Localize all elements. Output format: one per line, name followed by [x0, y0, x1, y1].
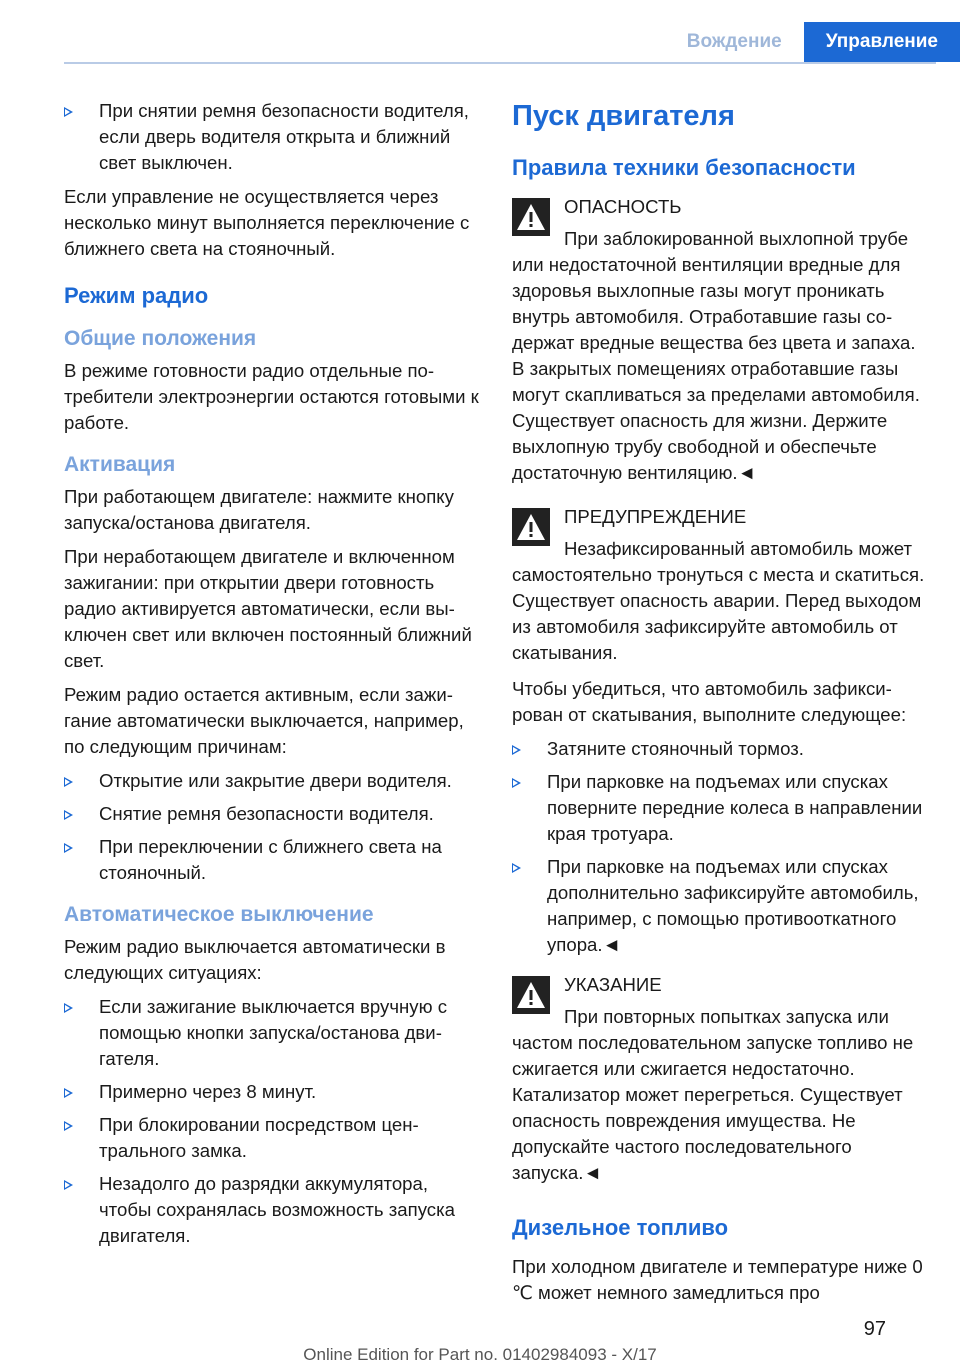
- triangle-bullet-icon: [64, 1003, 73, 1013]
- triangle-bullet-icon: [512, 863, 521, 873]
- triangle-bullet-icon: [512, 745, 521, 755]
- triangle-bullet-icon: [64, 1121, 73, 1131]
- paragraph: Режим радио выключается автоматически в следующих ситуациях:: [64, 936, 446, 983]
- warning-text: Незафиксированный автомобиль может самостоятельно тронуться с места и скатиться. Существует опасность аварии. Перед выходом из автомобиля зафиксируйте автомобиль от скатывания.: [512, 538, 925, 663]
- subheading-general: Общие положения: [64, 327, 257, 350]
- tab-driving[interactable]: Вождение: [665, 22, 804, 62]
- subheading-activation: Активация: [64, 453, 176, 476]
- warning-triangle-icon: [512, 976, 550, 1014]
- footer-edition: Online Edition for Part no. 01402984093 - X/17: [303, 1345, 657, 1364]
- warning-block-caution: [512, 504, 932, 666]
- warning-triangle-icon: [512, 508, 550, 546]
- warning-title: ПРЕДУПРЕЖДЕНИЕ: [564, 506, 747, 527]
- list-item: Примерно через 8 минут.: [64, 1079, 484, 1105]
- list-item: Открытие или закрытие двери водителя.: [64, 768, 484, 794]
- warning-block-danger: [512, 194, 932, 486]
- warning-text: При заблокированной выхлопной трубе или недостаточной вентиляции вредные для здоровья выхлопные газы могут проникать внутрь автомобиля. Отработавшие газы содержат вредные вещества без цвета и запаха. В закрытых помещениях отработавшие газы могут скапливаться за пределами автомобиля. Существует опасность для жизни. Держите выхлопную трубу свободной и обеспечьте достаточную вентиляцию.◄: [512, 228, 920, 483]
- warning-title: УКАЗАНИЕ: [564, 974, 662, 995]
- activation-bullet-list: [64, 768, 484, 886]
- paragraph: Чтобы убедиться, что автомобиль зафиксирован от скатывания, выполните следующее:: [512, 678, 907, 725]
- list-item: При парковке на подъемах или спусках поверните передние колеса в направлении края тротуара.: [512, 769, 932, 847]
- paragraph: Режим радио остается активным, если зажигание автоматически выключается, например, по следующим причинам:: [64, 684, 464, 757]
- section-heading-radio: Режим радио: [64, 283, 209, 308]
- triangle-bullet-icon: [64, 777, 73, 787]
- subheading-auto-off: Автоматическое выключение: [64, 903, 374, 926]
- list-item: Если зажигание выключается вручную с помощью кнопки запуска/останова двигателя.: [64, 994, 484, 1072]
- section-heading-safety: Правила техники безопасности: [512, 155, 856, 180]
- top-bullet-list: [64, 98, 484, 176]
- triangle-bullet-icon: [64, 107, 73, 117]
- paragraph: При неработающем двигателе и включенном зажигании: при открытии двери готовность радио активируется автоматически, если выключен свет или включен постоянный ближний свет.: [64, 546, 472, 671]
- paragraph: При работающем двигателе: нажмите кнопку запуска/останова двигателя.: [64, 486, 454, 533]
- list-item: Незадолго до разрядки аккумулятора, чтобы сохранялась возможность запуска двигателя.: [64, 1171, 484, 1249]
- paragraph: В режиме готовности радио отдельные потребители электроэнергии остаются готовыми к работе.: [64, 360, 479, 433]
- fix-bullet-list: [512, 736, 932, 958]
- right-column: [512, 98, 932, 1314]
- left-column: [64, 98, 484, 1257]
- auto-off-bullet-list: [64, 994, 484, 1249]
- paragraph: При холодном двигателе и температуре ниже 0 ℃ может немного замедлиться про: [512, 1256, 923, 1303]
- warning-triangle-icon: [512, 198, 550, 236]
- triangle-bullet-icon: [64, 1180, 73, 1190]
- warning-block-notice: [512, 972, 932, 1186]
- header-tabs: [665, 22, 960, 62]
- triangle-bullet-icon: [64, 1088, 73, 1098]
- list-item: Снятие ремня безопасности водителя.: [64, 801, 484, 827]
- page-number: 97: [863, 1318, 886, 1340]
- list-item: При снятии ремня безопасности водителя, если дверь водителя открыта и ближний свет выключен.: [64, 98, 484, 176]
- list-item: При блокировании посредством центрального замка.: [64, 1112, 484, 1164]
- page-title: Пуск двигателя: [512, 100, 735, 132]
- warning-title: ОПАСНОСТЬ: [564, 196, 682, 217]
- triangle-bullet-icon: [512, 778, 521, 788]
- list-item: Затяните стояночный тормоз.: [512, 736, 932, 762]
- header-rule: [64, 62, 936, 64]
- triangle-bullet-icon: [64, 810, 73, 820]
- triangle-bullet-icon: [64, 843, 73, 853]
- paragraph: Если управление не осуществляется через несколько минут выполняется переключение с ближнего света на стояночный.: [64, 186, 470, 259]
- list-item: При парковке на подъемах или спусках дополнительно зафиксируйте автомобиль, например, с помощью противооткатного упора.◄: [512, 854, 932, 958]
- section-heading-diesel: Дизельное топливо: [512, 1215, 729, 1240]
- tab-controls[interactable]: Управление: [804, 22, 960, 62]
- list-item: При переключении с ближнего света на стояночный.: [64, 834, 484, 886]
- warning-text: При повторных попытках запуска или частом последовательном запуске топливо не сжигается или сжигается недостаточно. Катализатор может перегреться. Существует опасность повреждения имущества. Не допускайте частого последовательного запуска.◄: [512, 1006, 914, 1183]
